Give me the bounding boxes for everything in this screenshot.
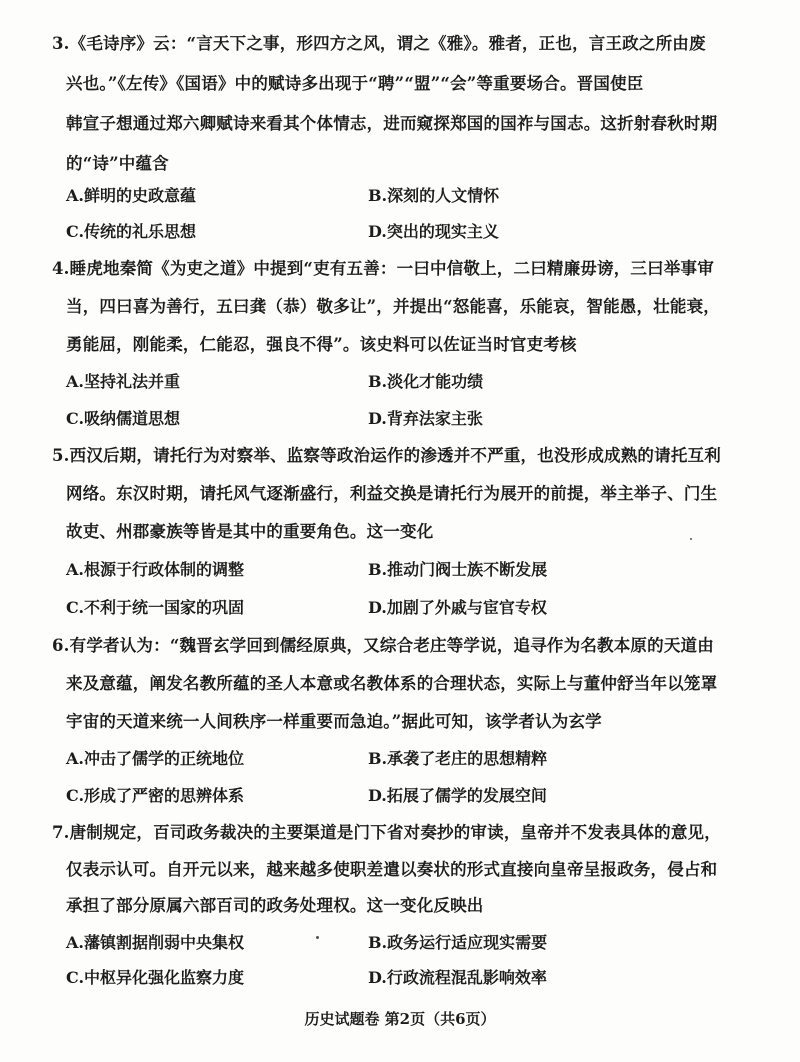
question-3-stem-line-1: 3.《毛诗序》云：“言天下之事，形四方之风，谓之《雅》。雅者，正也，言王政之所由废 (52, 34, 706, 53)
question-7-stem-line-3: 承担了部分原属六部百司的政务处理权。这一变化反映出 (66, 896, 484, 915)
scan-speck (690, 538, 692, 540)
question-6-stem-line-1: 6.有学者认为：“魏晋玄学回到儒经原典，又综合老庄等学说，追寻作为名教本原的天道由 (52, 636, 714, 655)
question-6-stem-line-3: 宇宙的天道来统一人间秩序一样重要而急迫。”据此可知，该学者认为玄学 (66, 712, 602, 731)
scan-speck (316, 936, 319, 939)
question-3-option-b[interactable]: B.深刻的人文情怀 (368, 186, 500, 205)
question-7-option-b[interactable]: B.政务运行适应现实需要 (368, 933, 548, 952)
question-3-stem-line-2: 兴也。”《左传》《国语》中的赋诗多出现于“聘”“盟”“会”等重要场合。晋国使臣 (66, 74, 644, 93)
question-7-option-d[interactable]: D.行政流程混乱影响效率 (368, 968, 547, 987)
question-3-option-d[interactable]: D.突出的现实主义 (368, 222, 499, 241)
question-5-option-b[interactable]: B.推动门阀士族不断发展 (368, 560, 548, 579)
question-5-option-d[interactable]: D.加剧了外戚与宦官专权 (368, 598, 547, 617)
question-3-option-a[interactable]: A.鲜明的史政意蕴 (66, 186, 196, 205)
question-7-stem-line-2: 仅表示认可。自开元以来，越来越多使职差遣以奏状的形式直接向皇帝呈报政务，侵占和 (66, 860, 718, 879)
question-4-option-b[interactable]: B.淡化才能功绩 (368, 372, 484, 391)
question-5-stem-line-2: 网络。东汉时期，请托风气逐渐盛行，利益交换是请托行为展开的前提，举主举子、门生 (66, 484, 718, 503)
question-5-option-c[interactable]: C.不利于统一国家的巩固 (66, 598, 245, 617)
question-3-stem-line-3: 韩宣子想通过郑六卿赋诗来看其个体情志，进而窥探郑国的国祚与国志。这折射春秋时期 (66, 114, 718, 133)
question-7-option-c[interactable]: C.中枢异化强化监察力度 (66, 968, 245, 987)
question-6-option-d[interactable]: D.拓展了儒学的发展空间 (368, 786, 547, 805)
question-4-option-a[interactable]: A.坚持礼法并重 (66, 372, 180, 391)
question-6-option-b[interactable]: B.承袭了老庄的思想精粹 (368, 749, 548, 768)
question-4-option-c[interactable]: C.吸纳儒道思想 (66, 409, 181, 428)
question-4-stem-line-1: 4.睡虎地秦简《为吏之道》中提到“吏有五善：一曰中信敬上，二曰精廉毋谤，三曰举事审 (52, 259, 714, 278)
question-5-stem-line-3: 故吏、州郡豪族等皆是其中的重要角色。这一变化 (66, 522, 434, 541)
question-4-stem-line-3: 勇能屈，刚能柔，仁能忍，强良不得”。该史料可以佐证当时官吏考核 (66, 335, 577, 354)
question-5-option-a[interactable]: A.根源于行政体制的调整 (66, 560, 244, 579)
question-6-stem-line-2: 来及意蕴，阐发名教所蕴的圣人本意或名教体系的合理状态，实际上与董仲舒当年以笼罩 (66, 674, 718, 693)
question-4-option-d[interactable]: D.背弃法家主张 (368, 409, 483, 428)
question-5-stem-line-1: 5.西汉后期，请托行为对察举、监察等政治运作的渗透并不严重，也没形成成熟的请托互利 (52, 446, 721, 465)
question-4-stem-line-2: 当，四曰喜为善行，五曰龚（恭）敬多让”，并提出“怒能喜，乐能哀，智能愚，壮能衰， (66, 297, 720, 316)
question-7-stem-line-1: 7.唐制规定，百司政务裁决的主要渠道是门下省对奏抄的审读，皇帝并不发表具体的意见， (52, 823, 721, 842)
question-3-stem-line-4: 的“诗”中蕴含 (66, 154, 169, 173)
question-6-option-a[interactable]: A.冲击了儒学的正统地位 (66, 749, 244, 768)
question-7-option-a[interactable]: A.藩镇割据削弱中央集权 (66, 933, 244, 952)
question-3-option-c[interactable]: C.传统的礼乐思想 (66, 222, 197, 241)
page-footer: 历史试题卷 第2页（共6页） (304, 1010, 496, 1028)
question-6-option-c[interactable]: C.形成了严密的思辨体系 (66, 786, 245, 805)
